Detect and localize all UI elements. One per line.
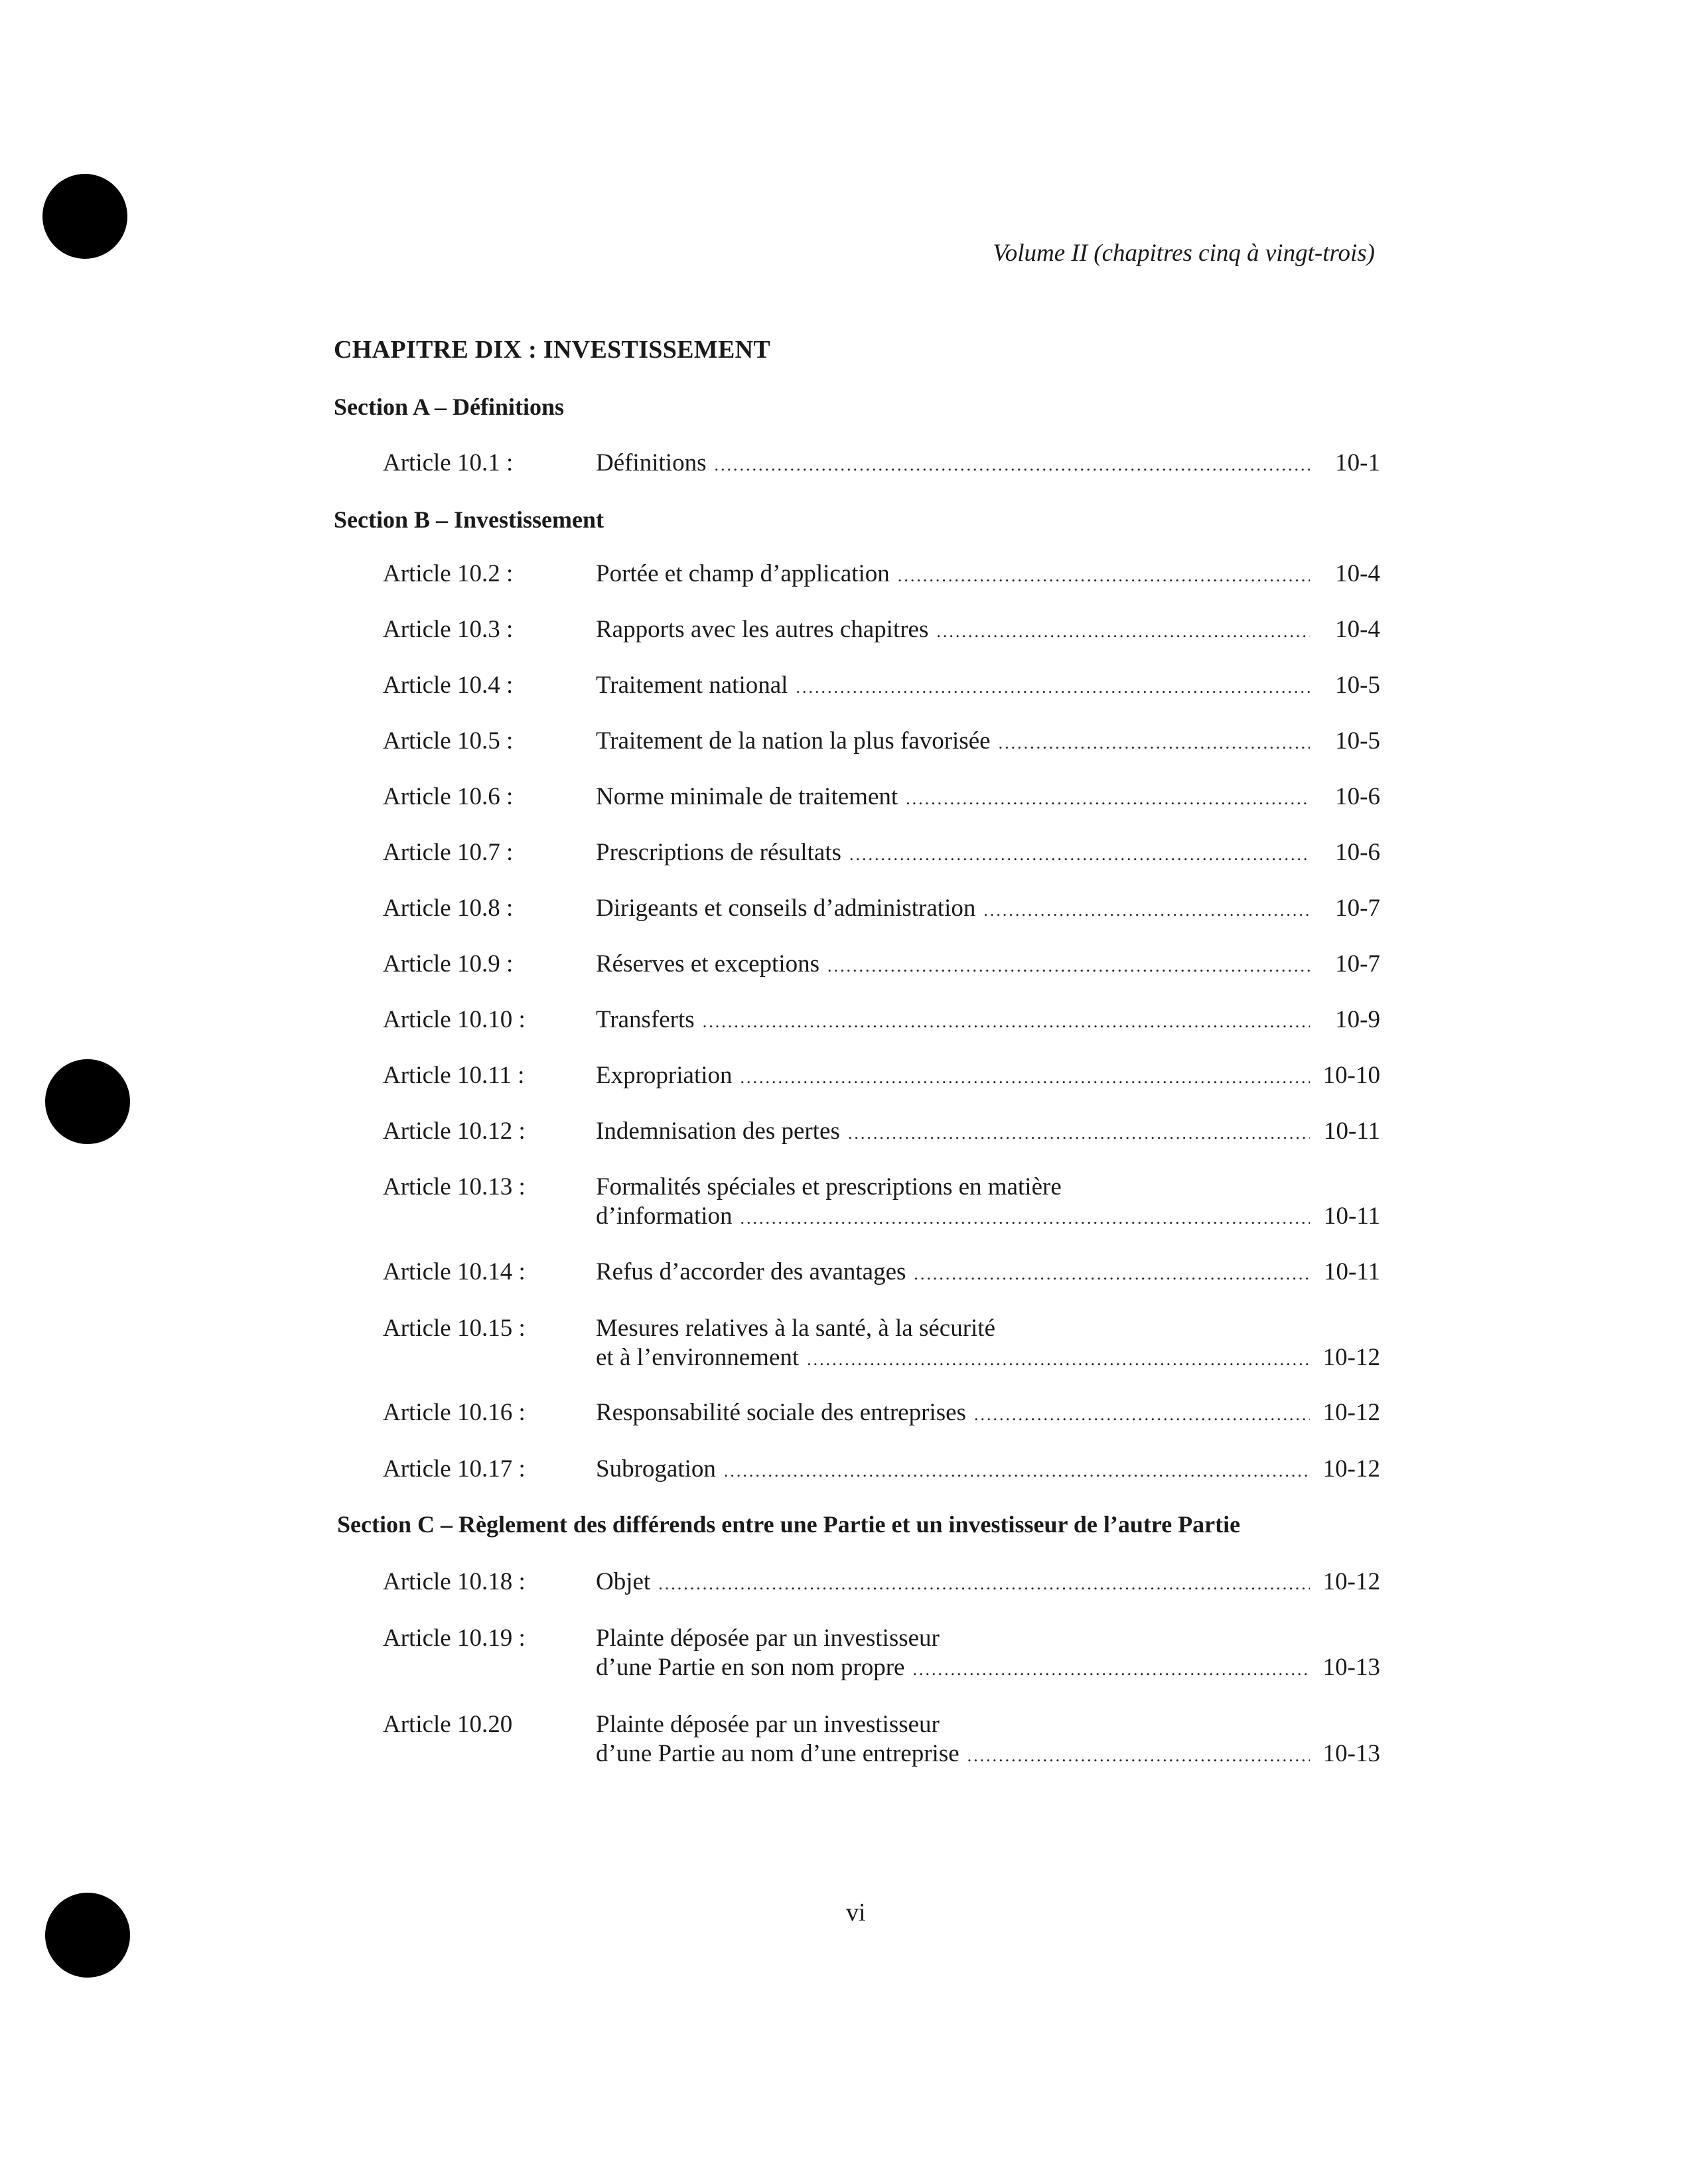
entry-title-line: Transferts [596, 1006, 695, 1033]
entry-leader-line [596, 727, 1380, 758]
dot-leader [724, 1457, 1310, 1486]
entry-page-number: 10-10 [1322, 1062, 1380, 1089]
entry-leader-line [596, 671, 1380, 702]
entry-title-block [596, 671, 1380, 702]
entry-title-block [596, 615, 1380, 646]
entry-page-number: 10-12 [1322, 1344, 1380, 1371]
section-heading: Section C – Règlement des différends entre une Partie et un investisseur de l’autre Partie [337, 1511, 1241, 1538]
article-number: Article 10.13 : [383, 1173, 526, 1201]
article-number: Article 10.1 : [383, 449, 514, 476]
dot-leader [848, 1119, 1310, 1148]
binder-hole-middle [45, 1059, 130, 1144]
entry-title-block [596, 1117, 1380, 1148]
entry-title-block [596, 838, 1380, 869]
entry-title-line: Norme minimale de traitement [596, 783, 898, 810]
article-number: Article 10.12 : [383, 1118, 526, 1145]
entry-leader-line [596, 1258, 1380, 1289]
entry-title-block [596, 1061, 1380, 1092]
entry-page-number: 10-13 [1322, 1740, 1380, 1767]
dot-leader [849, 840, 1310, 869]
entry-title-line: d’une Partie au nom d’une entreprise [596, 1740, 959, 1767]
entry-page-number: 10-12 [1322, 1455, 1380, 1483]
entry-page-number: 10-4 [1335, 560, 1380, 587]
entry-page-number: 10-11 [1324, 1118, 1380, 1145]
entry-page-number: 10-11 [1324, 1258, 1380, 1285]
entry-leader-line [596, 838, 1380, 869]
dot-leader [796, 673, 1310, 702]
article-number: Article 10.9 : [383, 950, 514, 978]
entry-leader-line [596, 1739, 1380, 1771]
entry-page-number: 10-1 [1335, 449, 1380, 476]
entry-leader-line [596, 1005, 1380, 1037]
dot-leader [914, 1260, 1310, 1289]
page-number: vi [846, 1899, 866, 1927]
entry-page-number: 10-6 [1335, 839, 1380, 866]
entry-title-line: Mesures relatives à la santé, à la sécurité [596, 1315, 996, 1342]
entry-title-line: Formalités spéciales et prescriptions en matière [596, 1173, 1062, 1201]
entry-title-block [596, 1314, 1380, 1374]
entry-page-number: 10-5 [1335, 672, 1380, 699]
binder-hole-top [42, 174, 127, 259]
entry-leader-line [596, 559, 1380, 591]
article-number: Article 10.15 : [383, 1315, 526, 1342]
entry-title-line: Refus d’accorder des avantages [596, 1258, 906, 1285]
article-number: Article 10.3 : [383, 616, 514, 643]
article-number: Article 10.14 : [383, 1258, 526, 1285]
entry-title-block [596, 1710, 1380, 1771]
entry-title-line: Expropriation [596, 1062, 733, 1089]
dot-leader [658, 1569, 1310, 1599]
entry-title-line: Plainte déposée par un investisseur [596, 1625, 940, 1652]
dot-leader [912, 1655, 1310, 1684]
dot-leader [983, 896, 1310, 925]
entry-title-line: Indemnisation des pertes [596, 1118, 840, 1145]
entry-leader-line [596, 449, 1380, 480]
dot-leader [974, 1400, 1310, 1429]
entry-page-number: 10-6 [1335, 783, 1380, 810]
entry-title-line: Prescriptions de résultats [596, 839, 841, 866]
entry-title-line: Traitement de la nation la plus favorisée [596, 727, 991, 755]
entry-leader-line [596, 894, 1380, 925]
entry-title-block [596, 727, 1380, 758]
entry-page-number: 10-5 [1335, 727, 1380, 755]
entry-leader-line [596, 950, 1380, 981]
binder-hole-bottom [45, 1893, 130, 1978]
entry-title-line: Plainte déposée par un investisseur [596, 1711, 940, 1738]
dot-leader [807, 1345, 1310, 1374]
entry-leader-line [596, 615, 1380, 646]
dot-leader [898, 561, 1310, 591]
article-number: Article 10.8 : [383, 895, 514, 922]
entry-title-block [596, 1173, 1380, 1233]
entry-title-line: Traitement national [596, 672, 788, 699]
entry-title-line: Subrogation [596, 1455, 716, 1483]
article-number: Article 10.17 : [383, 1455, 526, 1483]
article-number: Article 10.2 : [383, 560, 514, 587]
entry-title-line: d’information [596, 1202, 733, 1230]
entry-leader-line [596, 1567, 1380, 1599]
entry-leader-line [596, 782, 1380, 814]
entry-page-number: 10-7 [1335, 895, 1380, 922]
dot-leader [906, 784, 1310, 814]
entry-title-line: Dirigeants et conseils d’administration [596, 895, 976, 922]
entry-title-line: Objet [596, 1568, 651, 1595]
article-number: Article 10.18 : [383, 1568, 526, 1595]
dot-leader [703, 1007, 1310, 1037]
entry-page-number: 10-13 [1322, 1654, 1380, 1681]
entry-title-block [596, 950, 1380, 981]
entry-leader-line [596, 1117, 1380, 1148]
dot-leader [967, 1741, 1310, 1771]
entry-title-block [596, 1567, 1380, 1599]
entry-title-block [596, 1624, 1380, 1684]
entry-leader-line [596, 1202, 1380, 1233]
section-heading: Section B – Investissement [334, 506, 604, 533]
entry-leader-line [596, 1653, 1380, 1684]
dot-leader [741, 1204, 1310, 1233]
dot-leader [827, 952, 1310, 981]
section-heading: Section A – Définitions [334, 394, 565, 420]
entry-title-line: d’une Partie en son nom propre [596, 1654, 905, 1681]
entry-title-block [596, 1398, 1380, 1429]
entry-page-number: 10-4 [1335, 616, 1380, 643]
article-number: Article 10.6 : [383, 783, 514, 810]
article-number: Article 10.19 : [383, 1625, 526, 1652]
entry-page-number: 10-7 [1335, 950, 1380, 978]
entry-title-line: Définitions [596, 449, 707, 476]
entry-leader-line [596, 1398, 1380, 1429]
article-number: Article 10.4 : [383, 672, 514, 699]
entry-title-line: Portée et champ d’application [596, 560, 890, 587]
entry-title-line: Responsabilité sociale des entreprises [596, 1399, 966, 1426]
dot-leader [999, 729, 1310, 758]
article-number: Article 10.16 : [383, 1399, 526, 1426]
dot-leader [741, 1063, 1310, 1092]
entry-title-line: Réserves et exceptions [596, 950, 819, 978]
article-number: Article 10.5 : [383, 727, 514, 755]
article-number: Article 10.10 : [383, 1006, 526, 1033]
entry-page-number: 10-12 [1322, 1568, 1380, 1595]
running-header: Volume II (chapitres cinq à vingt-trois) [993, 240, 1375, 267]
chapter-title: CHAPITRE DIX : INVESTISSEMENT [334, 336, 771, 364]
entry-leader-line [596, 1061, 1380, 1092]
entry-title-line: Rapports avec les autres chapitres [596, 616, 929, 643]
entry-title-block [596, 1005, 1380, 1037]
entry-title-block [596, 894, 1380, 925]
dot-leader [936, 617, 1310, 646]
entry-page-number: 10-11 [1324, 1202, 1380, 1230]
entry-title-line: et à l’environnement [596, 1344, 800, 1371]
entry-leader-line [596, 1455, 1380, 1486]
entry-title-block [596, 449, 1380, 480]
article-number: Article 10.11 : [383, 1062, 525, 1089]
article-number: Article 10.20 [383, 1711, 513, 1738]
entry-page-number: 10-9 [1335, 1006, 1380, 1033]
entry-leader-line [596, 1343, 1380, 1374]
entry-title-block [596, 782, 1380, 814]
article-number: Article 10.7 : [383, 839, 514, 866]
entry-title-block [596, 559, 1380, 591]
dot-leader [714, 451, 1310, 480]
entry-title-block [596, 1258, 1380, 1289]
entry-page-number: 10-12 [1322, 1399, 1380, 1426]
entry-title-block [596, 1455, 1380, 1486]
